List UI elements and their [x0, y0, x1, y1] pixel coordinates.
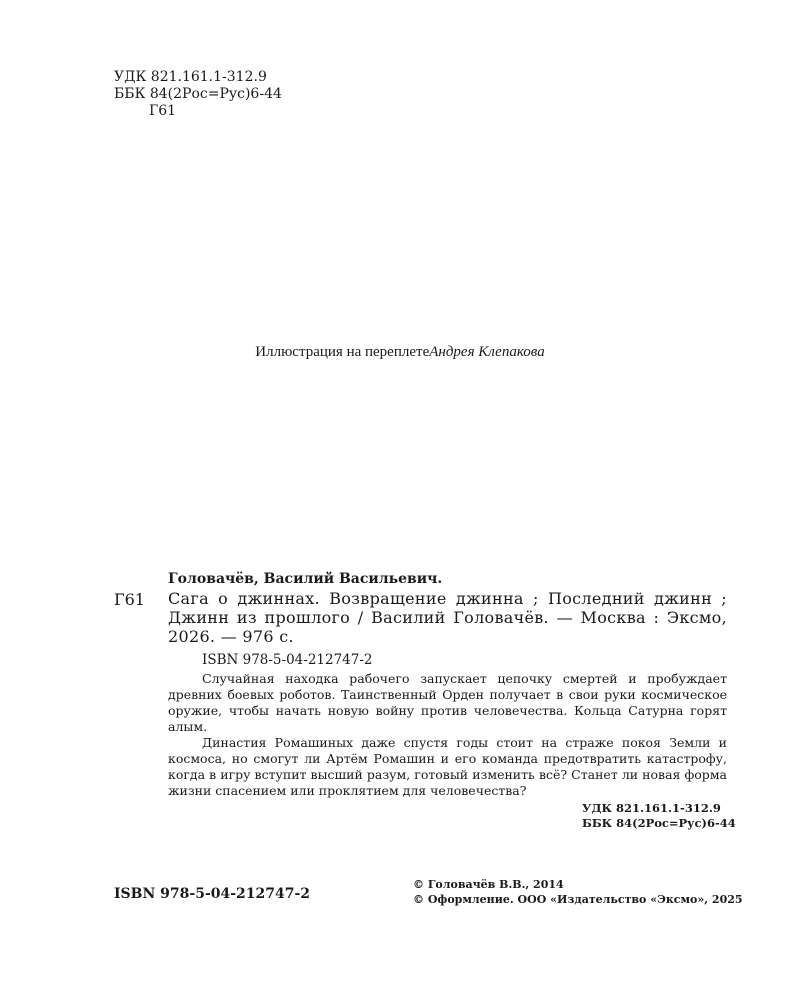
footer-isbn: ISBN 978-5-04-212747-2: [114, 886, 311, 902]
copyright-design: © Оформление. ООО «Издательство «Эксмо», 2025: [413, 893, 743, 906]
illustration-artist: Андрея Клепакова: [429, 344, 545, 360]
catalog-author-mark: Г61: [114, 590, 145, 609]
classification-codes-bottom: [582, 801, 736, 831]
classification-codes-top: [114, 69, 282, 120]
udk-code: УДК 821.161.1-312.9: [114, 69, 267, 85]
udk-code-bottom: УДК 821.161.1-312.9: [582, 801, 721, 815]
annotation-paragraph: Случайная находка рабочего запускает цепочку смертей и пробуждает древних боевых роботов. Таинственный Орден получает в свои руки космическое оружие, чтобы начать новую войну против человечества. Кольца Сатурна горят алым.: [168, 671, 727, 734]
bbk-code: ББК 84(2Рос=Рус)6-44: [114, 86, 282, 102]
copyright-block: [413, 877, 743, 907]
author-mark: Г61: [149, 103, 177, 119]
catalog-description: Сага о джиннах. Возвращение джинна ; Последний джинн ; Джинн из прошлого / Василий Головачёв. — Москва : Эксмо, 2026. — 976 с.: [168, 589, 727, 646]
bbk-code-bottom: ББК 84(2Рос=Рус)6-44: [582, 816, 736, 830]
illustration-prefix: Иллюстрация на переплете: [255, 344, 430, 360]
annotation-paragraph: Династия Ромашиных даже спустя годы стоит на страже покоя Земли и космоса, но смогут ли Артём Ромашин и его команда предотвратить катастрофу, когда в игру вступит высший разум, готовый изменить всё? Станет ли новая форма жизни спасением или проклятием для человечества?: [168, 735, 727, 798]
catalog-author: Головачёв, Василий Васильевич.: [168, 571, 443, 587]
copyright-author: © Головачёв В.В., 2014: [413, 878, 564, 891]
annotation: [168, 671, 727, 799]
illustration-credit: [0, 344, 800, 361]
catalog-isbn: ISBN 978-5-04-212747-2: [202, 652, 373, 668]
